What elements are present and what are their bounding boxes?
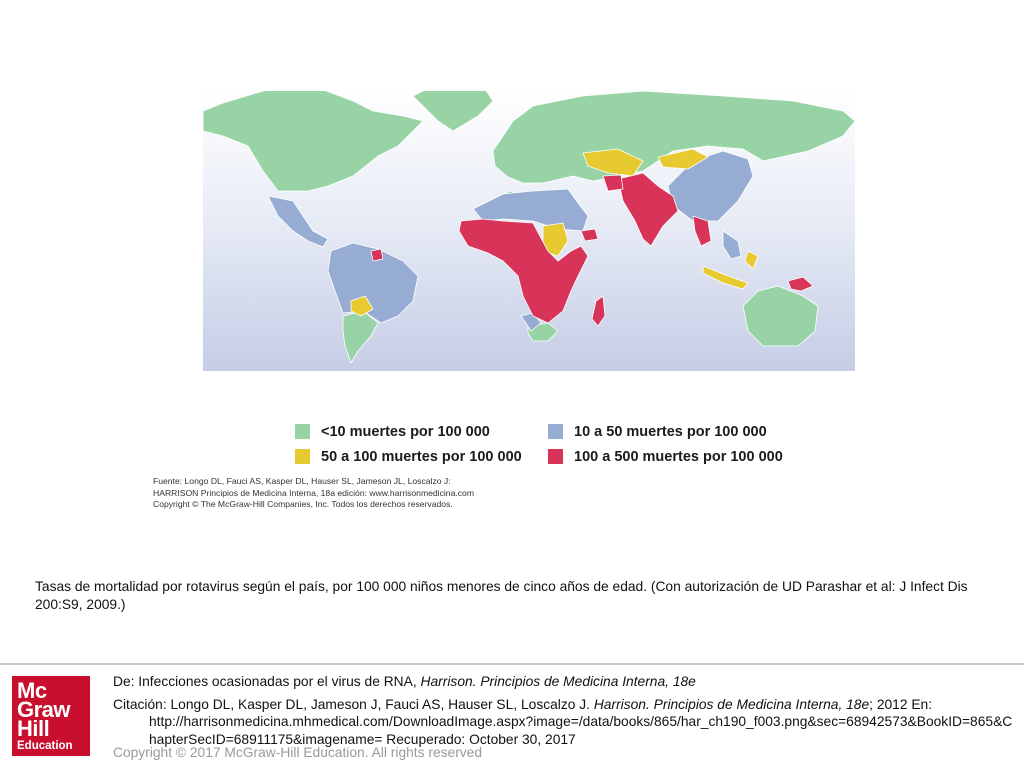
logo-line: Mc bbox=[17, 678, 47, 703]
logo-line: Graw bbox=[17, 697, 71, 722]
map-figure bbox=[153, 78, 869, 512]
source-line: Fuente: Longo DL, Fauci AS, Kasper DL, Hauser SL, Jameson JL, Loscalzo J: bbox=[153, 476, 451, 486]
book-title: Harrison. Principios de Medicina Interna, 18e bbox=[593, 696, 870, 712]
figure-caption: Tasas de mortalidad por rotavirus según el país, por 100 000 niños menores de cinco años de edad. (Con autorización de UD Parashar et al: J Infect Dis 200:S9, 2009.) bbox=[35, 579, 968, 612]
world-map bbox=[203, 91, 855, 371]
legend-label: 50 a 100 muertes por 100 000 bbox=[321, 449, 522, 465]
citation-suffix: ; 2012 En: bbox=[869, 696, 933, 712]
book-title: Harrison. Principios de Medicina Interna, 18e bbox=[420, 674, 696, 689]
source-line: HARRISON Principios de Medicina Interna, 18a edición: www.harrisonmedicina.com bbox=[153, 487, 474, 498]
logo-line: Education bbox=[17, 740, 73, 752]
citation-block bbox=[113, 673, 1013, 748]
legend-label: <10 muertes por 100 000 bbox=[321, 424, 490, 440]
legend-swatch-red bbox=[548, 449, 563, 464]
source-chapter-line bbox=[113, 673, 1013, 691]
legend-label: 10 a 50 muertes por 100 000 bbox=[574, 424, 767, 440]
legend-swatch-blue bbox=[548, 424, 563, 439]
citation-url[interactable]: http://harrisonmedicina.mhmedical.com/DownloadImage.aspx?image=/data/books/865/har_ch190_f003.png&sec=68942573&BookID=865&ChapterSecID=68911175&imagename= Recuperado: October 30, 2017 bbox=[149, 714, 1013, 747]
logo-line: Hill bbox=[17, 716, 50, 741]
legend-label: 100 a 500 muertes por 100 000 bbox=[574, 449, 783, 465]
citation-line bbox=[113, 696, 1013, 749]
guyana-region bbox=[371, 249, 383, 261]
chapter-prefix: De: Infecciones ocasionadas por el virus de RNA, bbox=[113, 674, 421, 689]
source-line: Copyright © The McGraw-Hill Companies, Inc. Todos los derechos reservados. bbox=[153, 499, 453, 509]
figure-source-credit bbox=[153, 476, 869, 511]
citation-prefix: Citación: Longo DL, Kasper DL, Jameson J, Fauci AS, Hauser SL, Loscalzo J. bbox=[113, 696, 594, 712]
mcgraw-hill-logo bbox=[12, 676, 90, 756]
copyright-notice: Copyright © 2017 McGraw-Hill Education. All rights reserved bbox=[113, 745, 483, 760]
legend-swatch-yellow bbox=[295, 449, 310, 464]
footer-divider bbox=[0, 663, 1024, 665]
legend-swatch-green bbox=[295, 424, 310, 439]
